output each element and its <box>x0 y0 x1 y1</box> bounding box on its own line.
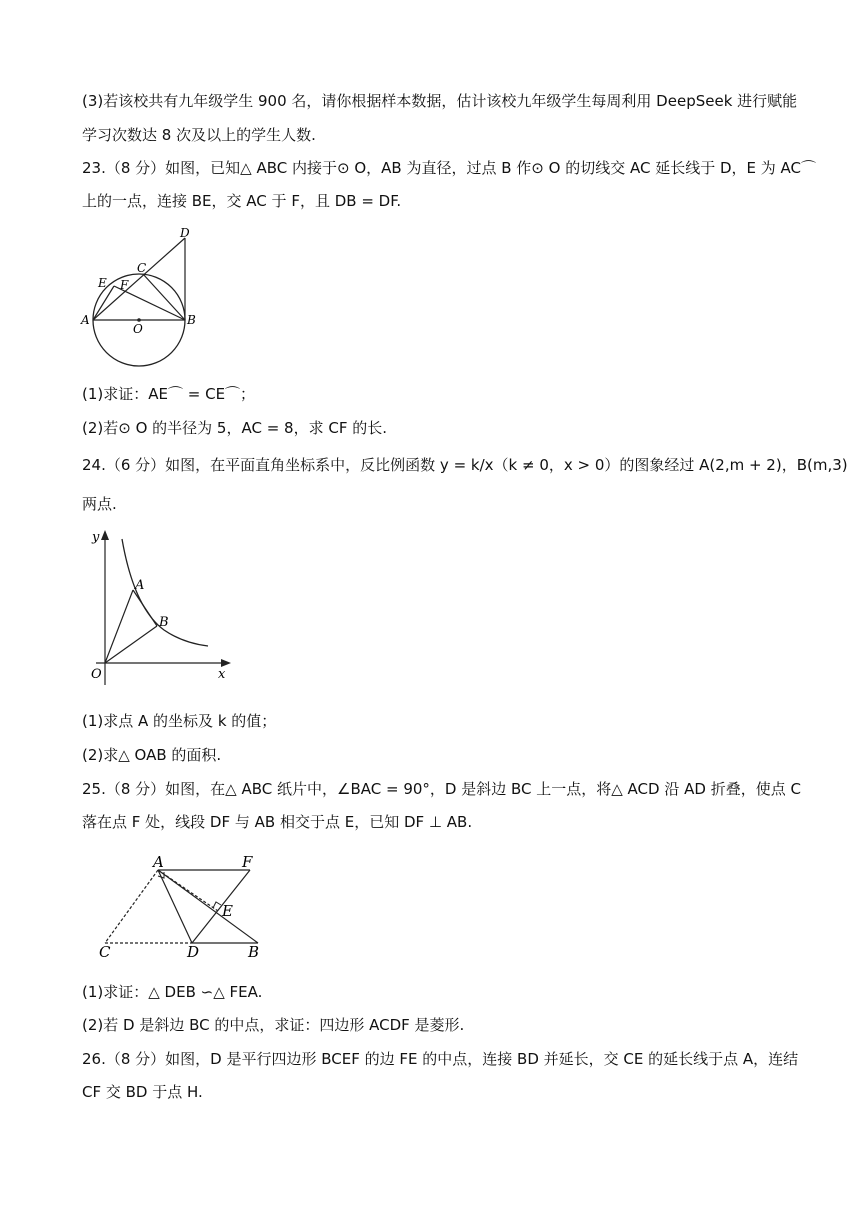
q24-stem-line2: 两点. <box>82 495 117 513</box>
fig24-label-B: B <box>159 615 169 630</box>
figure-23-circle <box>80 222 210 367</box>
q25-part1: (1)求证：△ DEB ∽△ FEA. <box>82 983 263 1001</box>
q22-part3-line1: (3)若该校共有九年级学生 900 名，请你根据样本数据，估计该校九年级学生每周利用 DeepSeek 进行赋能 <box>82 92 798 110</box>
fig25-label-A: A <box>153 853 164 871</box>
fig23-label-A: A <box>81 313 90 327</box>
fig24-label-O: O <box>91 667 102 682</box>
q26-stem-line1: 26.（8 分）如图，D 是平行四边形 BCEF 的边 FE 的中点，连接 BD 并延长，交 CE 的延长线于点 A，连结 <box>82 1050 799 1068</box>
q23-stem-line1: 23.（8 分）如图，已知△ ABC 内接于⊙ O，AB 为直径，过点 B 作⊙ O 的切线交 AC 延长线于 D，E 为 AC⌒ <box>82 159 817 177</box>
fig23-label-B: B <box>187 313 196 327</box>
figure-25-fold <box>95 845 270 963</box>
q25-stem-line2: 落在点 F 处，线段 DF 与 AB 相交于点 E，已知 DF ⊥ AB. <box>82 813 473 831</box>
fig23-label-D: D <box>180 226 190 240</box>
fig24-label-x: x <box>218 667 226 682</box>
q23-part2: (2)若⊙ O 的半径为 5，AC = 8，求 CF 的长. <box>82 419 387 437</box>
fig23-label-F: F <box>120 278 129 292</box>
fig25-label-B: B <box>248 943 260 961</box>
figure-24-hyperbola <box>85 525 235 685</box>
q25-stem-line1: 25.（8 分）如图，在△ ABC 纸片中，∠BAC = 90°，D 是斜边 BC 上一点，将△ ACD 沿 AD 折叠，使点 C <box>82 780 801 798</box>
fig25-label-C: C <box>99 943 111 961</box>
fig23-label-C: C <box>137 261 147 275</box>
q26-stem-line2: CF 交 BD 于点 H. <box>82 1083 203 1101</box>
fig25-label-D: D <box>187 943 200 961</box>
q24-stem-line1: 24.（6 分）如图，在平面直角坐标系中，反比例函数 y = k/x（k ≠ 0，x > 0）的图象经过 A(2,m + 2)，B(m,3) <box>82 456 848 474</box>
q24-part2: (2)求△ OAB 的面积. <box>82 746 222 764</box>
q23-stem-line2: 上的一点，连接 BE，交 AC 于 F，且 DB = DF. <box>82 192 402 210</box>
fig23-label-E: E <box>98 276 107 290</box>
fig25-label-F: F <box>242 853 253 871</box>
q25-part2: (2)若 D 是斜边 BC 的中点，求证：四边形 ACDF 是菱形. <box>82 1016 465 1034</box>
fig24-label-y: y <box>92 530 100 545</box>
fig23-label-O: O <box>133 322 143 336</box>
fig25-label-E: E <box>222 902 233 920</box>
fig24-label-A: A <box>135 578 145 593</box>
q24-part1: (1)求点 A 的坐标及 k 的值； <box>82 712 277 730</box>
q23-part1: (1)求证：AE⌒ = CE⌒； <box>82 385 256 403</box>
q22-part3-line2: 学习次数达 8 次及以上的学生人数. <box>82 126 316 144</box>
